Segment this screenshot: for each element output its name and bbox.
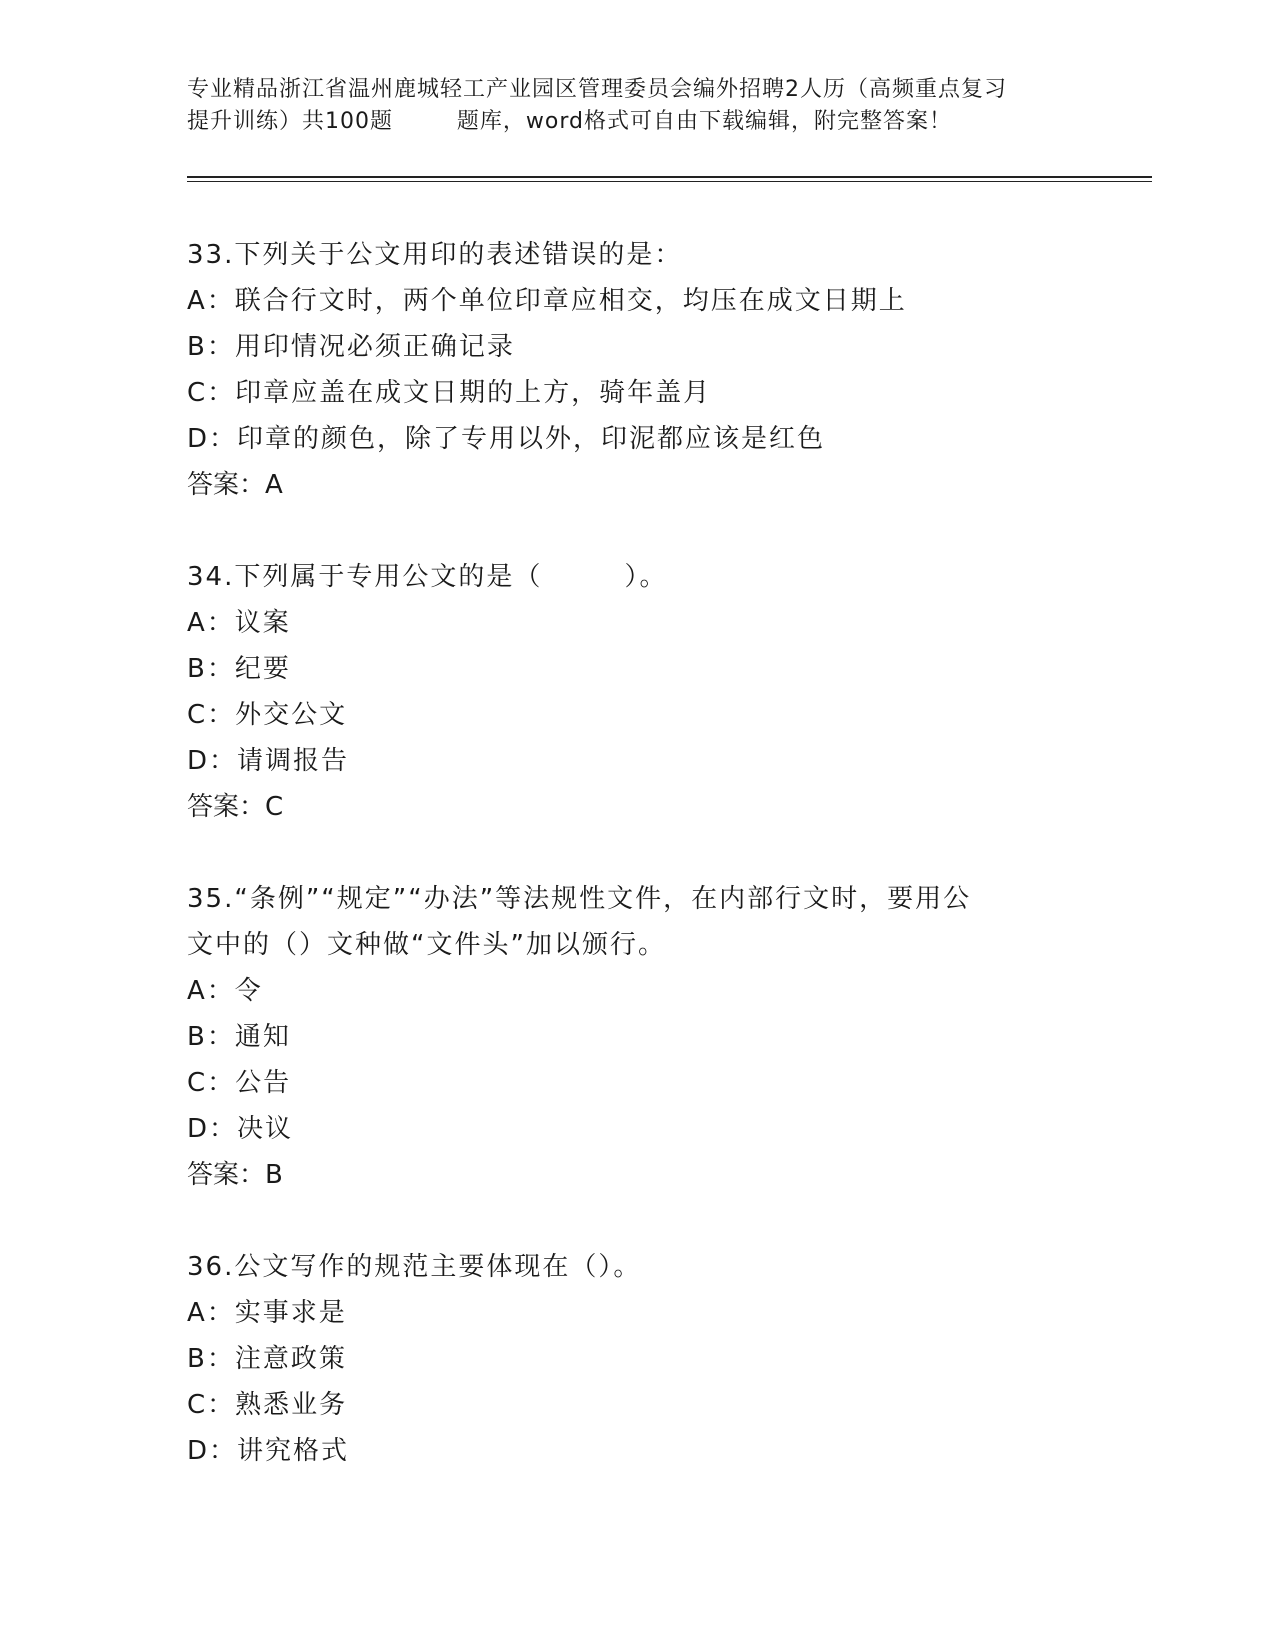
question-list — [187, 232, 1087, 1474]
question-33 — [187, 232, 1087, 508]
question-stem: 33.下列关于公文用印的表述错误的是： — [187, 240, 683, 270]
answer: 答案：C — [187, 792, 284, 822]
question-spacer — [187, 830, 1087, 876]
question-stem-line-2: 文中的（）文种做“文件头”加以颁行。 — [187, 930, 666, 960]
option-d: D：请调报告 — [187, 746, 350, 776]
question-34 — [187, 554, 1087, 830]
document-header — [187, 74, 1087, 138]
option-c: C：公告 — [187, 1068, 292, 1098]
question-35 — [187, 876, 1087, 1198]
option-c: C：印章应盖在成文日期的上方，骑年盖月 — [187, 378, 712, 408]
header-line-1: 专业精品浙江省温州鹿城轻工产业园区管理委员会编外招聘2人历（高频重点复习 — [187, 77, 1007, 102]
option-c: C：熟悉业务 — [187, 1390, 348, 1420]
question-stem: 34.下列属于专用公文的是（ ）。 — [187, 562, 668, 592]
option-a: A：议案 — [187, 608, 291, 638]
header-rule-thick — [187, 176, 1152, 178]
option-b: B：用印情况必须正确记录 — [187, 332, 515, 362]
header-line-2: 提升训练）共100题 题库，word格式可自由下载编辑，附完整答案！ — [187, 109, 953, 134]
question-stem-line-1: 35.“条例”“规定”“办法”等法规性文件，在内部行文时，要用公 — [187, 884, 972, 914]
option-d: D：决议 — [187, 1114, 294, 1144]
question-36 — [187, 1244, 1087, 1474]
header-rule-thin — [187, 181, 1152, 182]
option-a: A：实事求是 — [187, 1298, 347, 1328]
option-a: A：联合行文时，两个单位印章应相交，均压在成文日期上 — [187, 286, 907, 316]
option-d: D：讲究格式 — [187, 1436, 350, 1466]
option-d: D：印章的颜色，除了专用以外，印泥都应该是红色 — [187, 424, 826, 454]
option-b: B：注意政策 — [187, 1344, 347, 1374]
question-stem: 36.公文写作的规范主要体现在（）。 — [187, 1252, 642, 1282]
question-spacer — [187, 1198, 1087, 1244]
option-b: B：通知 — [187, 1022, 291, 1052]
option-a: A：令 — [187, 976, 263, 1006]
option-b: B：纪要 — [187, 654, 291, 684]
option-c: C：外交公文 — [187, 700, 348, 730]
answer: 答案：B — [187, 1160, 283, 1190]
question-spacer — [187, 508, 1087, 554]
answer: 答案：A — [187, 470, 283, 500]
